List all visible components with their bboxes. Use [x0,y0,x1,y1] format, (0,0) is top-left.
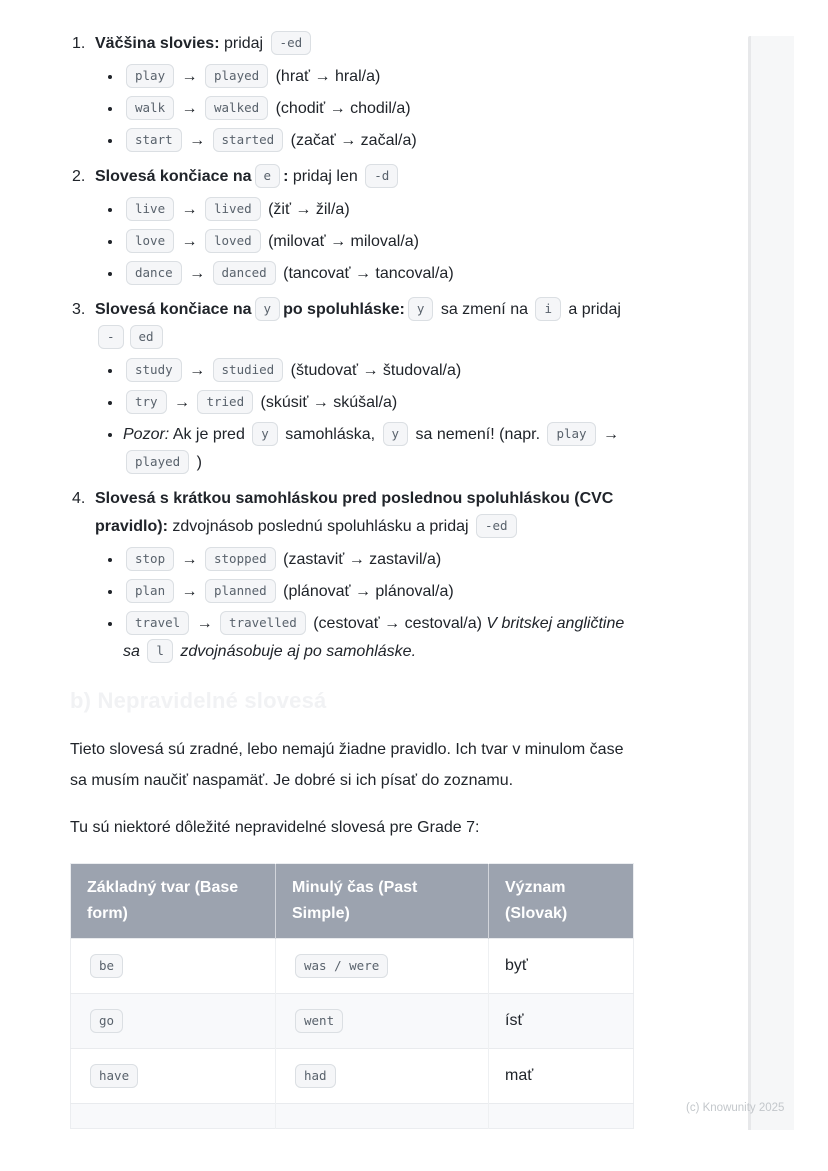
past-simple-cell [276,1049,489,1104]
section-heading: b) Nepravidelné slovesá [70,688,327,713]
rule-item [72,30,633,155]
rule-item [72,296,633,477]
text-segment: Pozor: [123,426,170,443]
code-badge: had [295,1064,336,1088]
code-badge: i [535,297,561,321]
arrow-glyph: → [169,394,195,411]
text-segment: V britskej angličtine sa [123,615,625,660]
code-badge: -d [365,164,398,188]
code-badge: walk [126,96,174,120]
rule-item [72,485,633,666]
arrow-glyph: → [598,426,620,443]
code-badge: ed [130,325,163,349]
text-segment: Slovesá končiace na [95,301,252,318]
code-badge: e [255,164,281,188]
table-row [71,1049,634,1104]
code-badge: loved [205,229,261,253]
table-body [71,939,634,1129]
rules-list [70,30,633,666]
example-item [123,95,633,123]
past-simple-cell [276,994,489,1049]
text-segment: zdvojnásobuje aj po samohláske. [175,643,417,660]
rule-item [72,163,633,288]
text-segment: (milovať → miloval/a) [263,233,419,250]
code-badge: l [147,639,173,663]
arrow-glyph: → [184,265,210,282]
example-item [123,196,633,224]
code-badge: y [408,297,434,321]
code-badge: y [383,422,409,446]
code-badge: stopped [205,547,276,571]
document-content [70,30,633,1129]
example-item [123,546,633,574]
base-form-cell [71,939,276,994]
code-badge: plan [126,579,174,603]
table-row [71,994,634,1049]
code-badge: travel [126,611,189,635]
irregular-verbs-table [70,863,634,1129]
code-badge: go [90,1009,123,1033]
rule-intro [95,30,633,58]
rule-intro [95,163,633,191]
text-segment: pridaj [219,35,268,52]
table-row-partial [71,1104,634,1129]
code-badge: y [252,422,278,446]
code-badge: was / were [295,954,388,978]
arrow-glyph: → [177,233,202,250]
intro-paragraph: Tieto slovesá sú zradné, lebo nemajú žiadne pravidlo. Ich tvar v minulom čase sa musím naučiť naspamäť. Je dobré si ich písať do zoznamu. [70,741,624,789]
code-badge: love [126,229,174,253]
code-badge: played [205,64,268,88]
code-badge: travelled [220,611,306,635]
code-badge: be [90,954,123,978]
arrow-glyph: → [184,132,210,149]
code-badge: stop [126,547,174,571]
text-segment: sa nemení! (napr. [411,426,545,443]
arrow-glyph: → [177,68,202,85]
code-badge: walked [205,96,268,120]
examples-list [95,63,633,155]
table-cell-partial [276,1104,489,1129]
example-item [123,63,633,91]
table-header-row [71,864,634,939]
arrow-glyph: → [177,551,202,568]
text-segment: (plánovať → plánoval/a) [278,583,454,600]
table-cell-partial [489,1104,634,1129]
text-segment: po spoluhláske: [283,301,405,318]
page-side-strip [748,36,794,1130]
text-segment: (žiť → žil/a) [263,201,350,218]
code-badge: tried [197,390,253,414]
rule-number: 2. [72,168,86,185]
examples-list [95,357,633,477]
text-segment: ) [192,454,202,471]
text-segment: zdvojnásob poslednú spoluhlásku a pridaj [167,518,473,535]
example-item [123,127,633,155]
text-segment: (chodiť → chodil/a) [271,100,411,117]
meaning-cell: ísť [489,994,634,1049]
text-segment: (študovať → študoval/a) [286,362,462,379]
code-badge: play [126,64,174,88]
code-badge: start [126,128,182,152]
text-segment: Slovesá s krátkou samohláskou pred poslednou spoluhláskou (CVC pravidlo): [95,490,614,535]
table-row [71,939,634,994]
example-item [123,260,633,288]
arrow-glyph: → [192,615,218,632]
rule-number: 1. [72,35,86,52]
example-item [123,578,633,606]
code-badge: try [126,390,167,414]
code-badge: y [255,297,281,321]
arrow-glyph: → [177,583,202,600]
code-badge: study [126,358,182,382]
meaning-cell: mať [489,1049,634,1104]
text-segment: (skúsiť → skúšal/a) [256,394,398,411]
example-item [123,610,633,666]
text-segment: (začať → začal/a) [286,132,417,149]
rule-number: 3. [72,301,86,318]
example-item [123,228,633,256]
code-badge: planned [205,579,276,603]
examples-list [95,196,633,288]
code-badge: - [98,325,124,349]
example-item [123,421,633,477]
examples-list [95,546,633,666]
code-badge: started [213,128,284,152]
arrow-glyph: → [177,100,202,117]
code-badge: went [295,1009,343,1033]
text-segment: (cestovať → cestoval/a) [308,615,487,632]
rule-number: 4. [72,490,86,507]
meaning-cell: byť [489,939,634,994]
code-badge: live [126,197,174,221]
table-cell-partial [71,1104,276,1129]
example-item [123,357,633,385]
copyright-watermark: (c) Knowunity 2025 [686,1102,785,1114]
code-badge: -ed [476,514,517,538]
text-segment: Ak je pred [169,426,250,443]
code-badge: played [126,450,189,474]
code-badge: danced [213,261,276,285]
text-segment: pridaj len [288,168,363,185]
text-segment: sa zmení na [436,301,533,318]
text-segment: : [283,168,289,185]
past-simple-cell [276,939,489,994]
text-segment: Slovesá končiace na [95,168,252,185]
arrow-glyph: → [184,362,210,379]
table-header-cell: Minulý čas (Past Simple) [276,864,489,939]
code-badge: play [547,422,595,446]
code-badge: lived [205,197,261,221]
rule-intro [95,485,633,541]
table-header-cell: Význam (Slovak) [489,864,634,939]
base-form-cell [71,1049,276,1104]
table-header-cell: Základný tvar (Base form) [71,864,276,939]
text-segment: (zastaviť → zastavil/a) [278,551,442,568]
rule-intro [95,296,633,352]
text-segment: Väčšina slovies: [95,35,220,52]
text-segment: (tancovať → tancoval/a) [278,265,454,282]
arrow-glyph: → [177,201,202,218]
code-badge: have [90,1064,138,1088]
text-segment: (hrať → hral/a) [271,68,381,85]
code-badge: dance [126,261,182,285]
code-badge: -ed [271,31,312,55]
table-lead-paragraph: Tu sú niektoré dôležité nepravidelné slovesá pre Grade 7: [70,819,480,836]
text-segment: samohláska, [280,426,380,443]
base-form-cell [71,994,276,1049]
text-segment: a pridaj [563,301,621,318]
example-item [123,389,633,417]
code-badge: studied [213,358,284,382]
